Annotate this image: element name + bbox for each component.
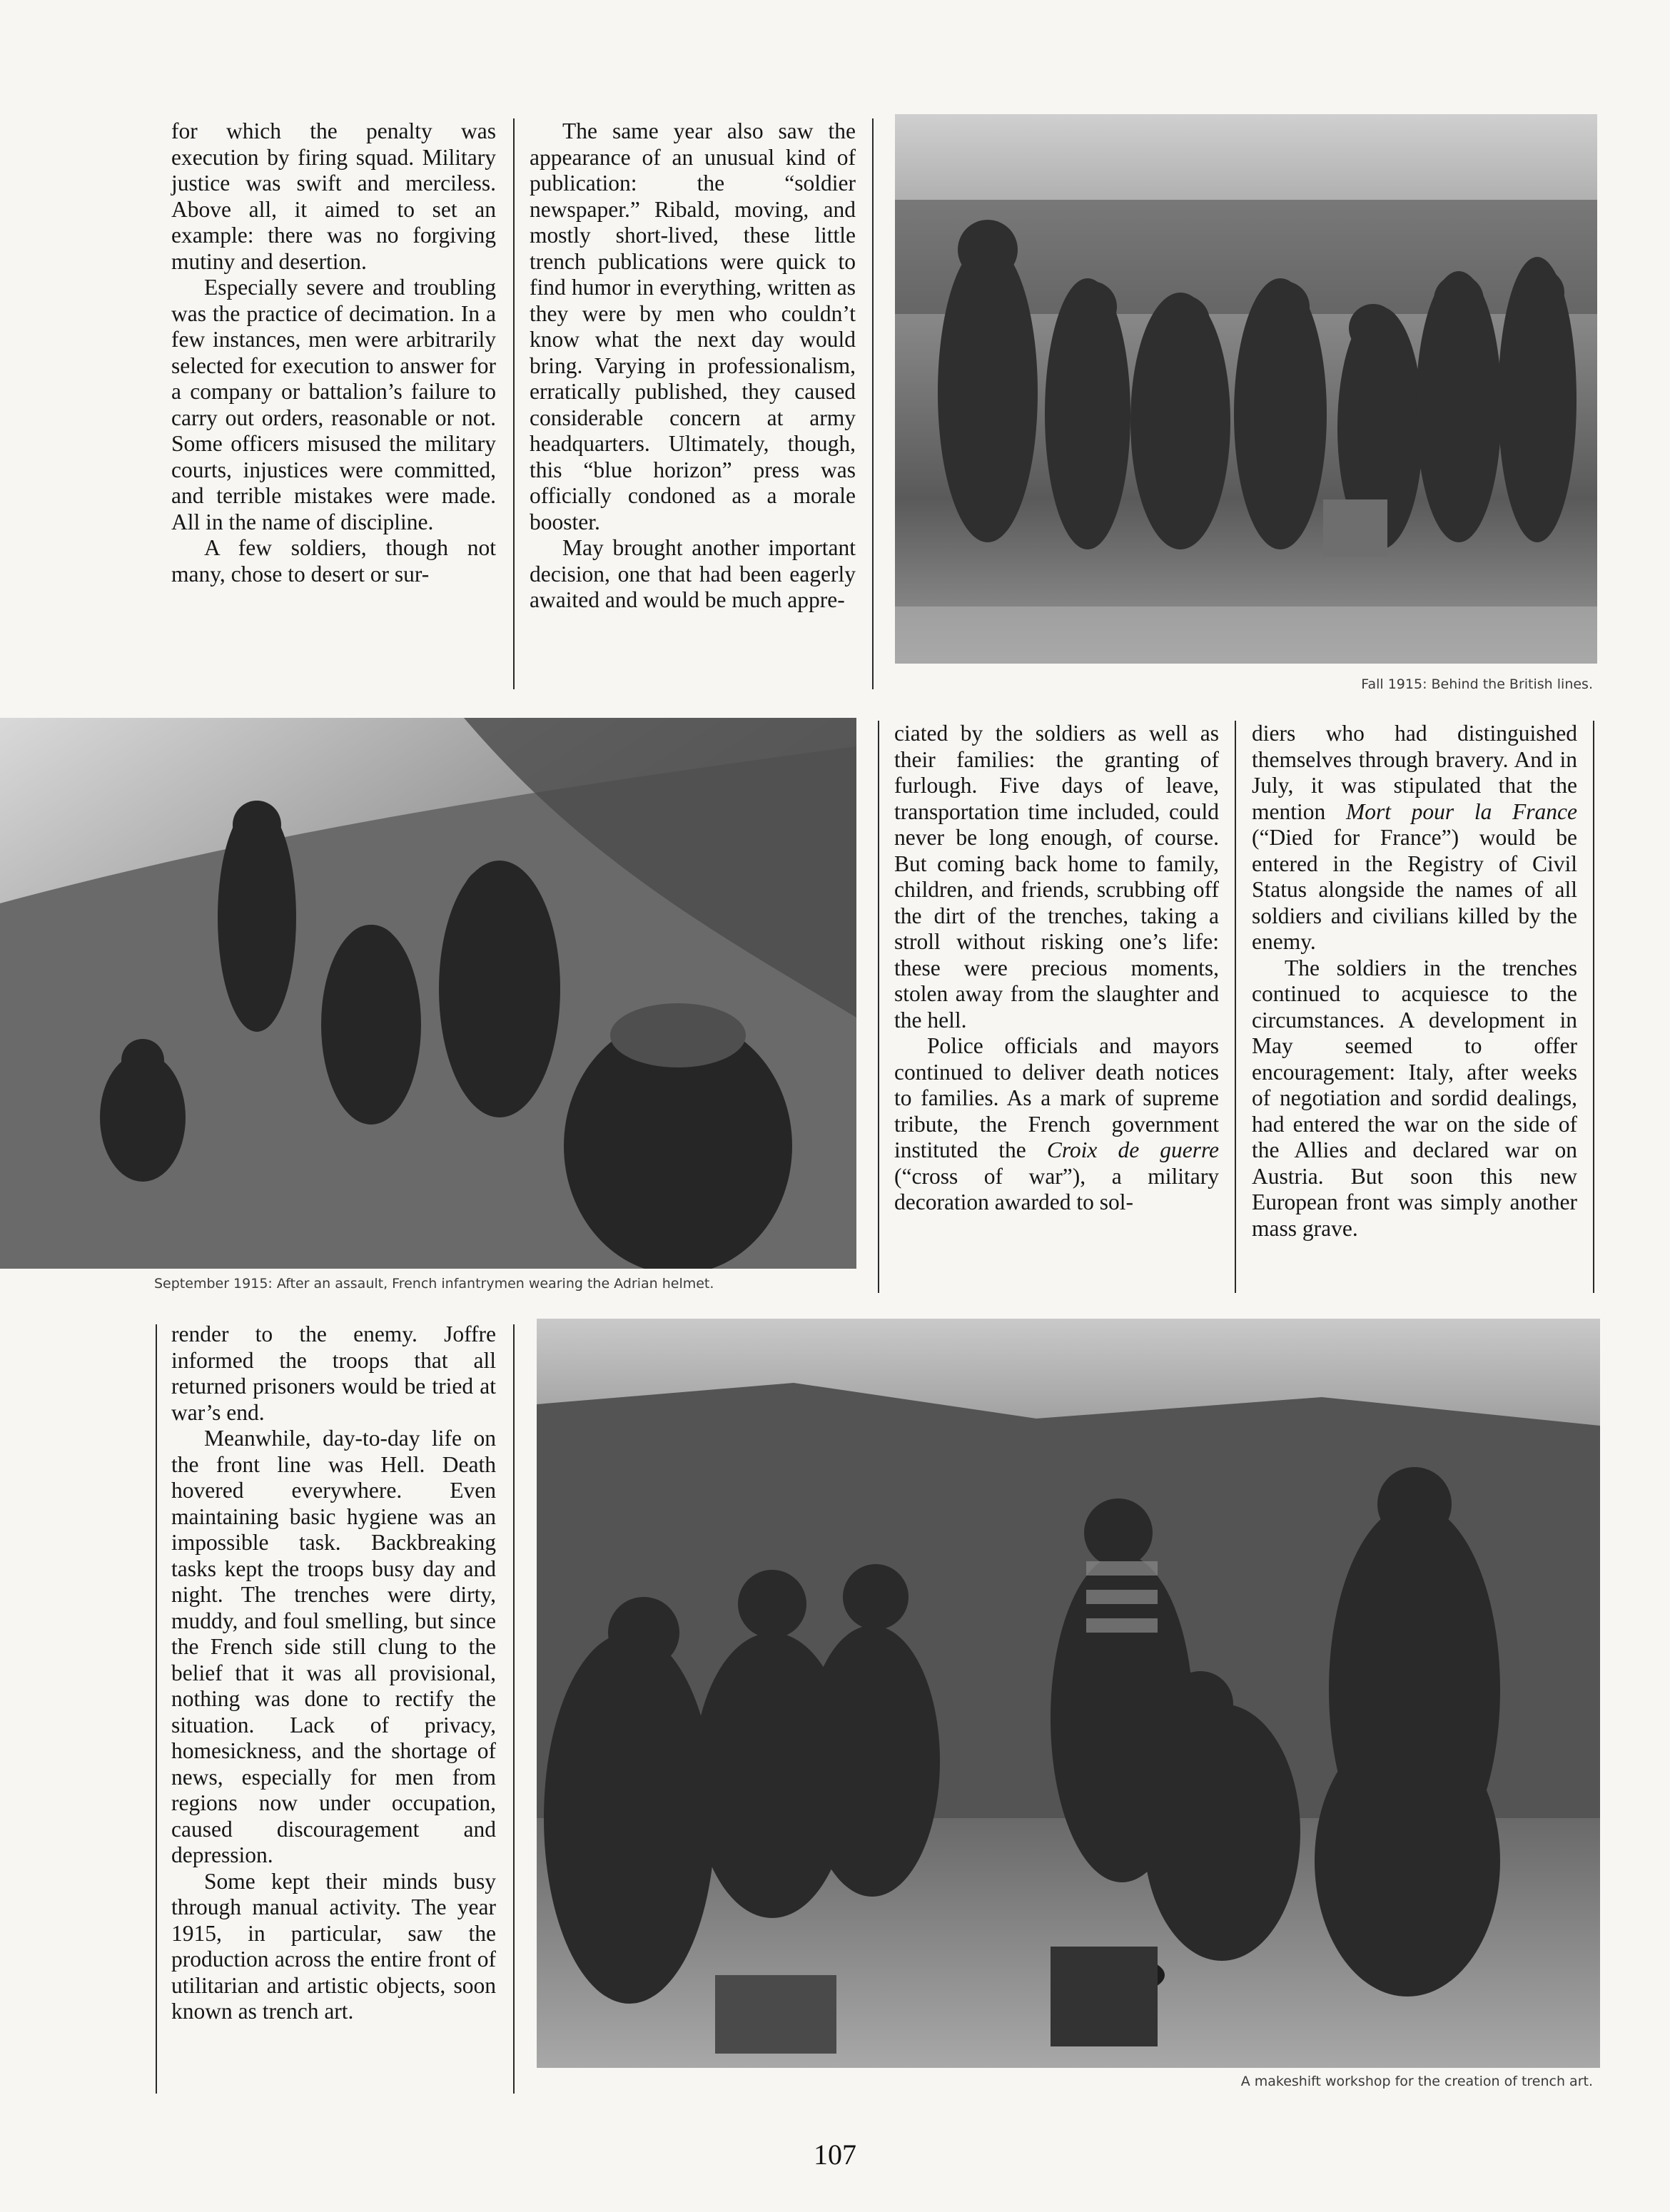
column-rule bbox=[1593, 721, 1594, 1293]
caption-workshop: A makeshift workshop for the creation of trench art. bbox=[1240, 2074, 1593, 2089]
italic-term: Croix de guerre bbox=[1046, 1137, 1220, 1162]
page-number: 107 bbox=[814, 2139, 856, 2171]
paragraph: Especially severe and troubling was the practice of decimation. In a few instances, men were arbitrarily selected for execution to answer for a company or battalion’s failure to carry out orders, reasonable or not. Some officers misused the military courts, injustices were committed, and terrible mistakes were made. All in the name of discipline. bbox=[171, 275, 496, 534]
column-rule bbox=[1235, 721, 1236, 1293]
paragraph: for which the penalty was execution by firing squad. Military justice was swift and merciless. Above all, it aimed to set an example: there was no forgiving mutiny and desertion. bbox=[171, 118, 496, 274]
caption-french: September 1915: After an assault, French infantrymen wearing the Adrian helmet. bbox=[154, 1276, 714, 1292]
paragraph: May brought another important decision, one that had been eagerly awaited and would be much appre- bbox=[530, 535, 856, 612]
column-rule bbox=[513, 118, 515, 689]
paragraph-text: Police officials and mayors continued to deliver death notices to families. As a mark of supreme tribute, the French government instituted the bbox=[894, 1033, 1219, 1162]
photo-british-soldiers bbox=[895, 114, 1597, 664]
paragraph: render to the enemy. Joffre informed the troops that all returned prisoners would be tried at war’s end. bbox=[171, 1321, 496, 1425]
photo-trench-art-workshop bbox=[537, 1319, 1600, 2068]
column-1-bottom bbox=[171, 1321, 496, 2025]
column-3-mid bbox=[894, 721, 1219, 1216]
paragraph: The same year also saw the appearance of an unusual kind of publication: the “soldier newspaper.” Ribald, moving, and mostly short-lived, these little trench publications were quick to find humor in everything, written as they were by men who couldn’t know what the next day would bring. Varying in professionalism, erratically published, they caused considerable concern at army headquarters. Ultimately, though, this “blue horizon” press was officially condoned as a morale booster. bbox=[530, 118, 856, 534]
paragraph-text: (“Died for France”) would be entered in the Registry of Civil Status alongside the names of all soldiers and civilians killed by the enemy. bbox=[1252, 825, 1577, 954]
paragraph bbox=[894, 1033, 1219, 1216]
column-rule bbox=[878, 721, 879, 1293]
paragraph bbox=[1252, 721, 1577, 955]
caption-british: Fall 1915: Behind the British lines. bbox=[1361, 676, 1593, 692]
paragraph: A few soldiers, though not many, chose to desert or sur- bbox=[171, 535, 496, 587]
paragraph: The soldiers in the trenches continued to acquiesce to the circumstances. A development in May seemed to offer encouragement: Italy, after weeks of negotiation and sordid dealings, had entered the war on the side of the Allies and declared war on Austria. But soon this new European front was simply another mass grave. bbox=[1252, 955, 1577, 1241]
paragraph: Some kept their minds busy through manual activity. The year 1915, in particular, saw the production across the entire front of utilitarian and artistic objects, soon known as trench art. bbox=[171, 1868, 496, 2024]
paragraph-text: (“cross of war”), a military decoration awarded to sol- bbox=[894, 1163, 1219, 1214]
column-rule bbox=[872, 118, 874, 689]
column-2-top bbox=[530, 118, 856, 614]
paragraph-text: diers who had distinguished themselves through bravery. And in July, it was stipulated that the mention bbox=[1252, 721, 1577, 824]
column-1-top bbox=[171, 118, 496, 587]
column-rule bbox=[156, 1324, 157, 2094]
photo-french-infantrymen bbox=[0, 718, 856, 1269]
paragraph: ciated by the soldiers as well as their families: the granting of furlough. Five days of leave, transportation time included, could never be long enough, of course. But coming back home to family, children, and friends, scrubbing off the dirt of the trenches, taking a stroll without risking one’s life: these were precious moments, stolen away from the slaughter and the hell. bbox=[894, 721, 1219, 1033]
column-4-mid bbox=[1252, 721, 1577, 1242]
paragraph: Meanwhile, day-to-day life on the front line was Hell. Death hovered everywhere. Even maintaining basic hygiene was an impossible task. Backbreaking tasks kept the troops busy day and night. The trenches were dirty, muddy, and foul smelling, but since the French side still clung to the belief that it was all provisional, nothing was done to rectify the situation. Lack of privacy, homesickness, and the shortage of news, especially for men from regions now under occupation, caused discouragement and depression. bbox=[171, 1426, 496, 1867]
column-rule bbox=[513, 1324, 515, 2094]
italic-term: Mort pour la France bbox=[1345, 798, 1577, 824]
